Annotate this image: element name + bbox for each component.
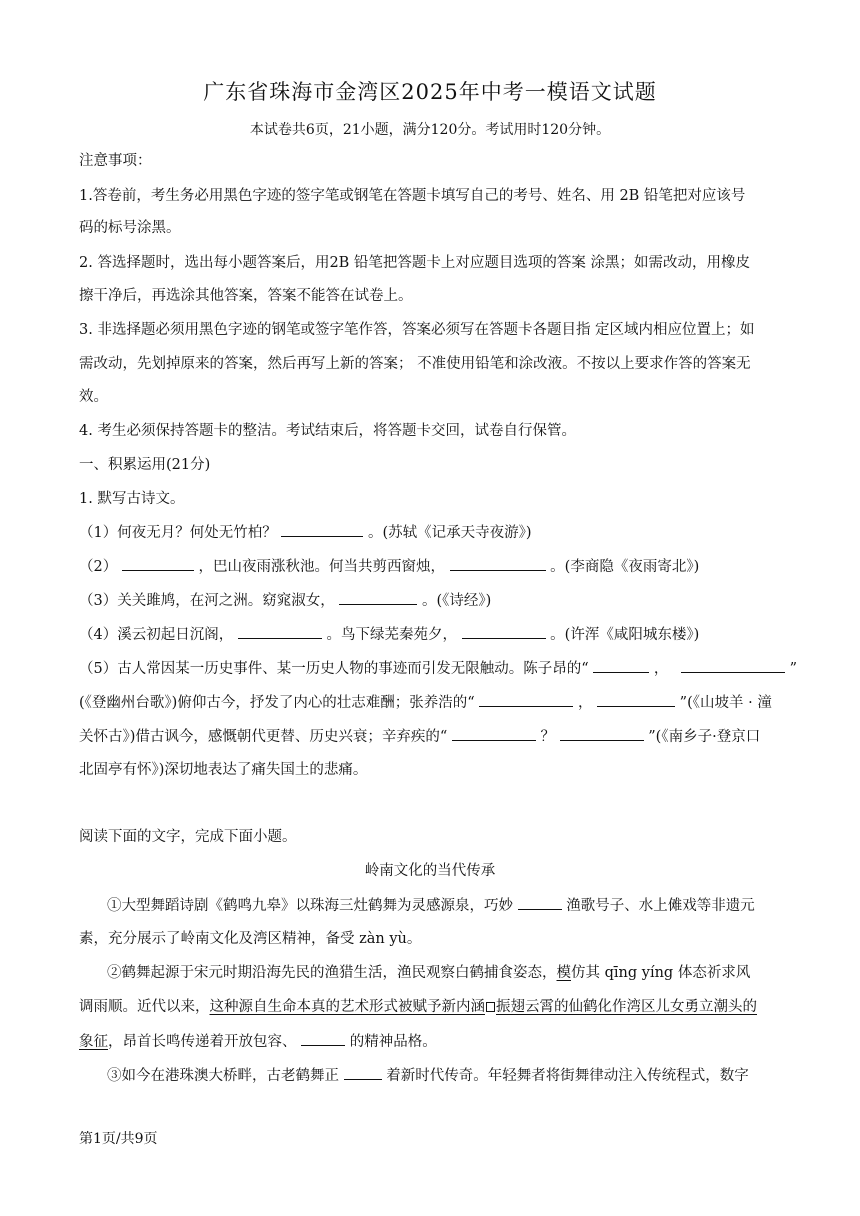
reading-intro: 阅读下面的文字，完成下面小题。 bbox=[79, 829, 297, 845]
poem-item-5-line-1 bbox=[79, 658, 797, 679]
paragraph-3-text-2: 着新时代传奇。年轻舞者将街舞律动注入传统程式，数字 bbox=[386, 1068, 749, 1084]
answer-blank[interactable] bbox=[238, 624, 322, 639]
poem-5-comma: ， bbox=[653, 661, 669, 677]
poem-4-text: （4）溪云初起日沉阁， bbox=[79, 627, 234, 643]
underlined-sentence-3: 象征 bbox=[79, 1034, 108, 1050]
poem-5-text-3: 关怀古》)借古讽今，感慨朝代更替、历史兴衰；辛弃疾的“ bbox=[79, 729, 448, 745]
paragraph-2-line-2 bbox=[79, 997, 757, 1017]
paragraph-2-text-2: 仿其 qīng yíng 体态祈求风 bbox=[571, 965, 751, 981]
notice-line-8: 4. 考生必须保持答题卡的整洁。考试结束后，将答题卡交回，试卷自行保管。 bbox=[79, 423, 576, 439]
notice-line-6: 需改动，先划掉原来的答案，然后再写上新的答案； 不准使用铅笔和涂改液。不按以上要求作答的答案无 bbox=[79, 356, 751, 372]
question-1: 1. 默写古诗文。 bbox=[79, 491, 185, 507]
notice-heading: 注意事项： bbox=[79, 153, 152, 169]
underlined-sentence-2: 振翅云霄的仙鹤化作湾区儿女勇立潮头的 bbox=[496, 999, 757, 1015]
underlined-sentence: 这种源自生命本真的艺术形式被赋予新内涵 bbox=[209, 999, 485, 1015]
notice-line-5: 3. 非选择题必须用黑色字迹的钢笔或签字笔作答，答案必须写在答题卡各题目指 定区域内相应位置上；如 bbox=[79, 322, 755, 338]
paragraph-1-text: ①大型舞蹈诗剧《鹤鸣九皋》以珠海三灶鹤舞为灵感源泉，巧妙 bbox=[107, 898, 513, 914]
answer-blank[interactable] bbox=[462, 624, 546, 639]
exam-title: 广东省珠海市金湾区2025年中考一模语文试题 bbox=[203, 80, 657, 104]
poem-5-comma-2: ， bbox=[577, 695, 593, 711]
answer-blank[interactable] bbox=[281, 522, 363, 537]
paragraph-2-text: ②鹤舞起源于宋元时期沿海先民的渔猎生活，渔民观察白鹤捕食姿态， bbox=[107, 965, 557, 981]
poem-5-source-2: ”(《山坡羊 · 潼 bbox=[679, 695, 772, 711]
notice-line-1: 1.答卷前，考生务必用黑色字迹的签字笔或钢笔在答题卡填写自己的考号、姓名、用 2B 铅笔把对应该号 bbox=[79, 188, 746, 204]
poem-2-source: 。(李商隐《夜雨寄北》) bbox=[550, 559, 700, 575]
poem-5-source-3: ”(《南乡子·登京口 bbox=[648, 729, 761, 745]
exam-subtitle: 本试卷共6页，21小题，满分120分。考试用时120分钟。 bbox=[249, 122, 611, 138]
poem-item-5-line-4: 北固亭有怀》)深切地表达了痛失国土的悲痛。 bbox=[79, 762, 368, 778]
poem-4-mid: 。鸟下绿芜秦苑夕， bbox=[326, 627, 457, 643]
paragraph-2-line-3 bbox=[79, 1031, 437, 1052]
poem-4-source: 。(许浑《咸阳城东楼》) bbox=[550, 627, 700, 643]
notice-line-4: 擦干净后，再选涂其他答案，答案不能答在试卷上。 bbox=[79, 288, 413, 304]
answer-blank[interactable] bbox=[593, 658, 649, 673]
section-heading: 一、积累运用(21分) bbox=[79, 457, 211, 473]
page-number: 第1页/共9页 bbox=[79, 1131, 158, 1147]
answer-blank[interactable] bbox=[450, 556, 546, 571]
poem-5-text: （5）古人常因某一历史事件、某一历史人物的事迹而引发无限触动。陈子昂的“ bbox=[79, 661, 589, 677]
paragraph-2-text-5: 的精神品格。 bbox=[349, 1034, 437, 1050]
answer-blank[interactable] bbox=[518, 895, 562, 910]
poem-2-text: ，巴山夜雨涨秋池。何当共剪西窗烛， bbox=[198, 559, 445, 575]
poem-5-text-2: (《登幽州台歌》)俯仰古今，抒发了内心的壮志难酬；张养浩的“ bbox=[79, 695, 475, 711]
answer-blank[interactable] bbox=[560, 726, 644, 741]
paragraph-2-text-4: ，昂首长鸣传递着开放包容、 bbox=[108, 1034, 297, 1050]
poem-5-question: ？ bbox=[540, 729, 556, 745]
poem-2-num: （2） bbox=[79, 559, 118, 575]
poem-item-5-line-2 bbox=[79, 692, 772, 713]
poem-5-quote: ” bbox=[789, 661, 797, 677]
poem-3-source: 。(《诗经》) bbox=[421, 593, 492, 609]
notice-line-3: 2. 答选择题时，选出每小题答案后，用2B 铅笔把答题卡上对应题目选项的答案 涂黑；如需改动，用橡皮 bbox=[79, 255, 751, 271]
article-title: 岭南文化的当代传承 bbox=[364, 863, 496, 879]
paragraph-1-line-2: 素，充分展示了岭南文化及湾区精神，备受 zàn yù。 bbox=[79, 931, 422, 947]
answer-blank[interactable] bbox=[681, 658, 785, 673]
underlined-char: 模 bbox=[556, 965, 571, 981]
paragraph-2-line-1 bbox=[107, 963, 750, 983]
answer-blank[interactable] bbox=[479, 692, 573, 707]
poem-item-2 bbox=[79, 556, 699, 577]
paragraph-1-line-1 bbox=[107, 895, 755, 916]
poem-1-source: 。(苏轼《记承天寺夜游》) bbox=[367, 525, 532, 541]
poem-item-1 bbox=[79, 522, 532, 543]
poem-item-4 bbox=[79, 624, 699, 645]
answer-blank[interactable] bbox=[344, 1065, 382, 1080]
poem-3-text: （3）关关雎鸠，在河之洲。窈窕淑女， bbox=[79, 593, 335, 609]
paragraph-3-line-1 bbox=[107, 1065, 749, 1086]
answer-blank[interactable] bbox=[597, 692, 675, 707]
poem-item-3 bbox=[79, 590, 491, 611]
paragraph-2-text-3: 调雨顺。近代以来， bbox=[79, 999, 210, 1015]
punctuation-box bbox=[486, 1002, 495, 1012]
poem-item-5-line-3 bbox=[79, 726, 760, 747]
answer-blank[interactable] bbox=[122, 556, 194, 571]
answer-blank[interactable] bbox=[452, 726, 536, 741]
answer-blank[interactable] bbox=[339, 590, 417, 605]
paragraph-1-text-2: 渔歌号子、水上傩戏等非遗元 bbox=[566, 898, 755, 914]
notice-line-2: 码的标号涂黑。 bbox=[79, 220, 181, 236]
poem-1-text: （1）何夜无月？何处无竹柏？ bbox=[79, 525, 277, 541]
notice-line-7: 效。 bbox=[79, 389, 108, 405]
paragraph-3-text: ③如今在港珠澳大桥畔，古老鹤舞正 bbox=[107, 1068, 339, 1084]
answer-blank[interactable] bbox=[301, 1031, 345, 1046]
